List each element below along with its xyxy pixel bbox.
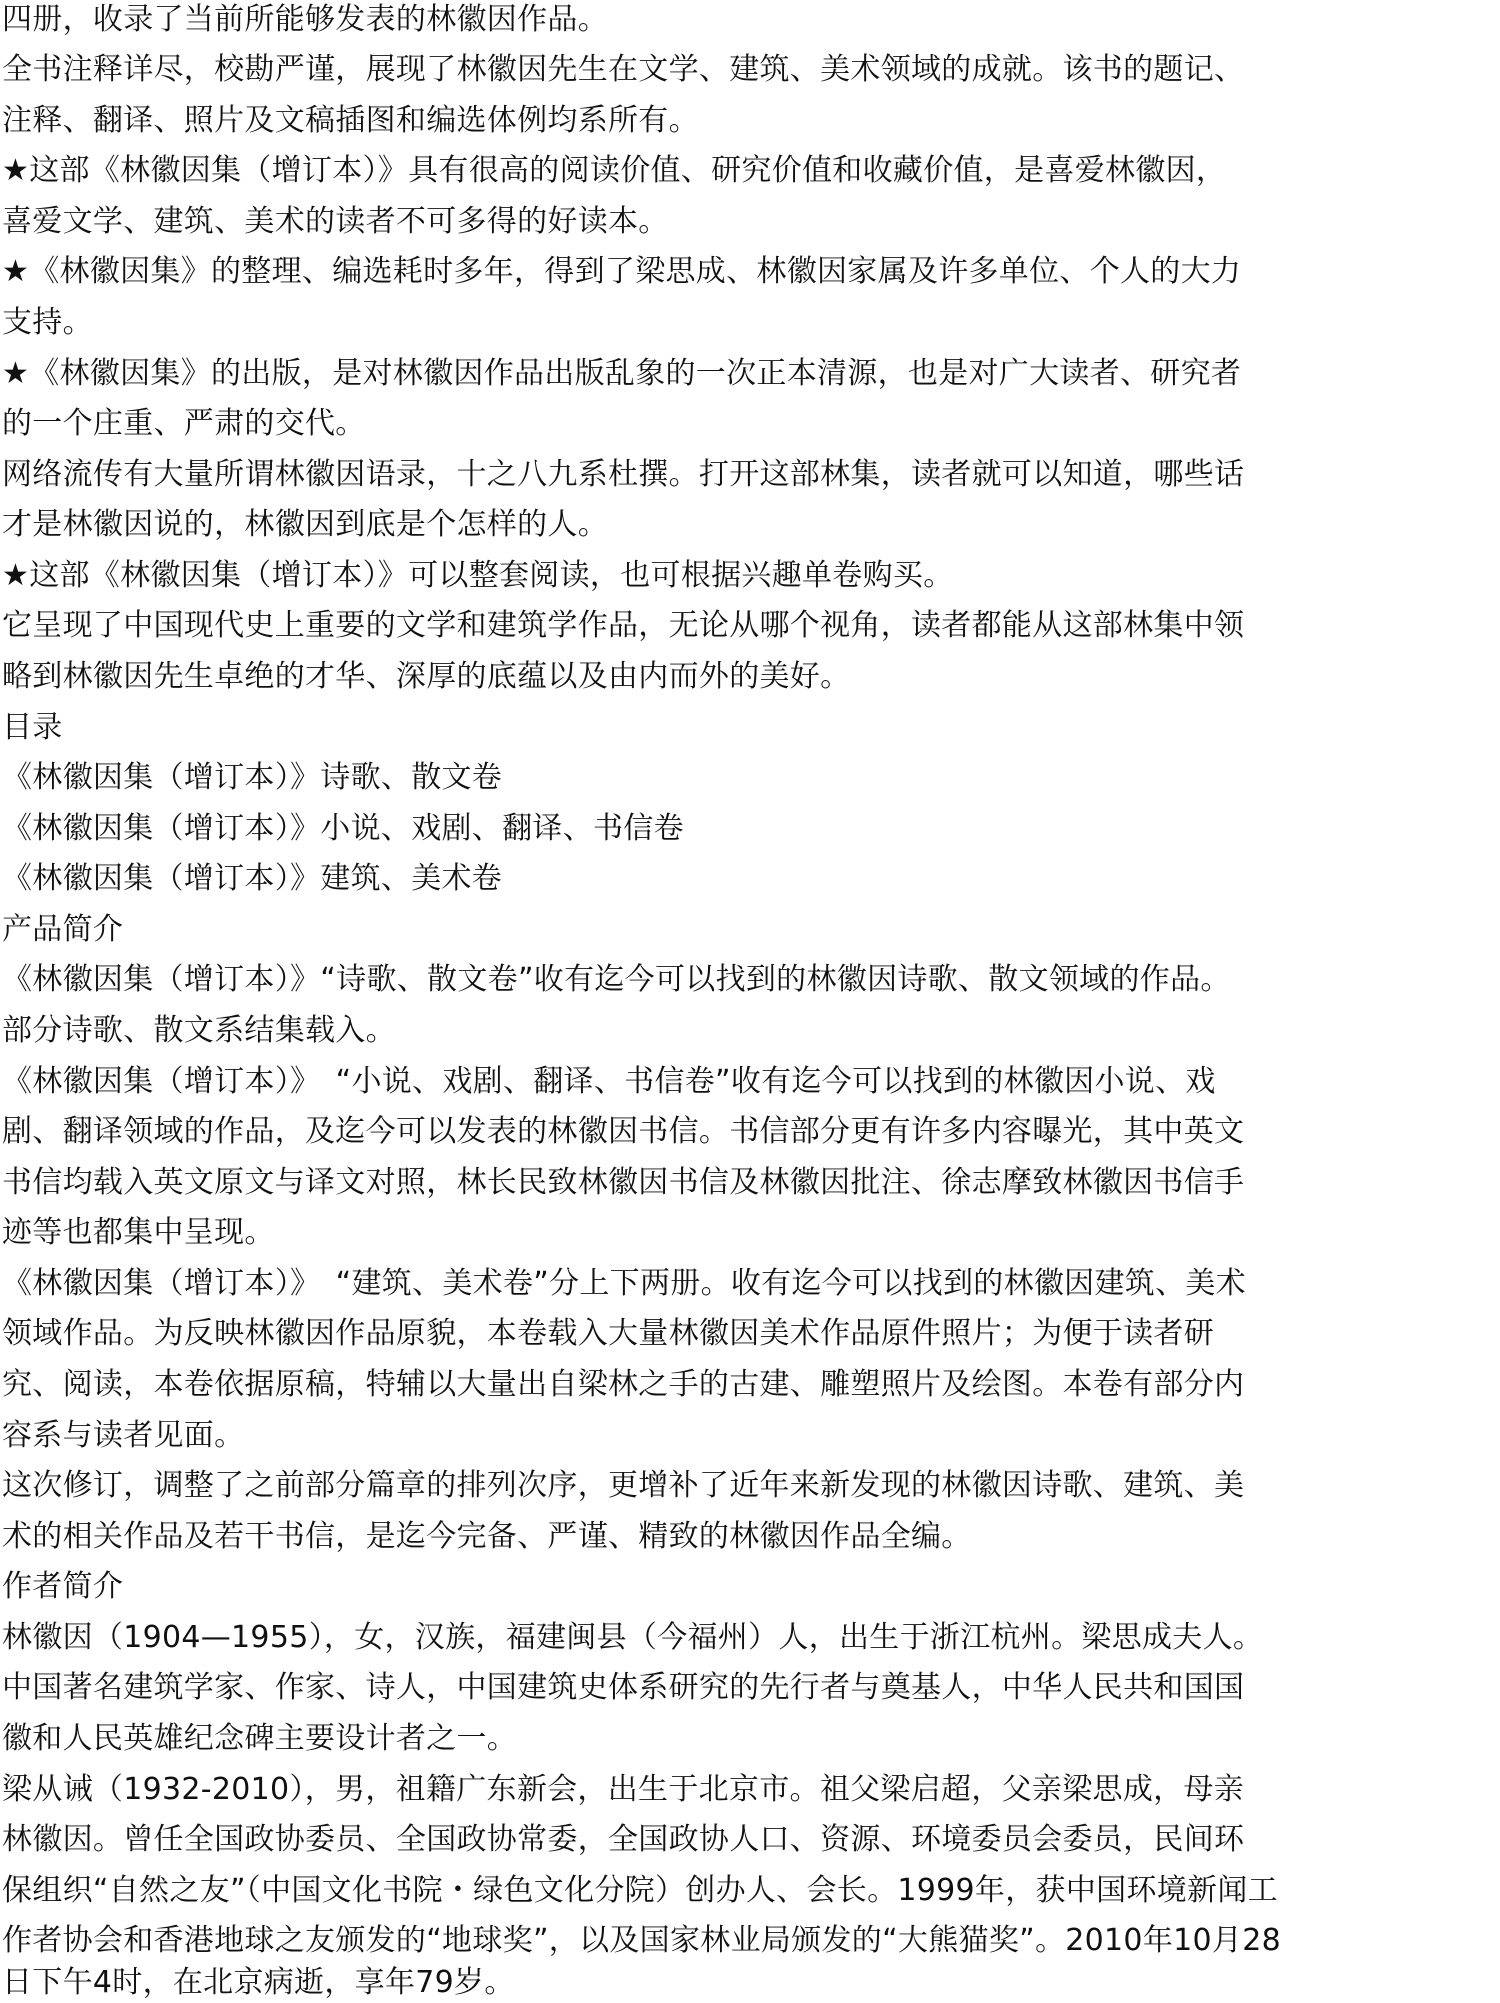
text-line: ★《林徽因集》的出版，是对林徽因作品出版乱象的一次正本清源，也是对广大读者、研究者 bbox=[2, 356, 1242, 391]
text-line: 领域作品。为反映林徽因作品原貌，本卷载入大量林徽因美术作品原件照片；为便于读者研 bbox=[2, 1316, 1214, 1351]
text-line: 四册，收录了当前所能够发表的林徽因作品。 bbox=[2, 2, 608, 37]
text-line: 才是林徽因说的，林徽因到底是个怎样的人。 bbox=[2, 507, 608, 542]
text-line: 《林徽因集（增订本）》小说、戏剧、翻译、书信卷 bbox=[2, 811, 684, 846]
text-line: 部分诗歌、散文系结集载入。 bbox=[2, 1013, 396, 1048]
text-line: 《林徽因集（增订本）》 “小说、戏剧、翻译、书信卷”收有迄今可以找到的林徽因小说、戏 bbox=[2, 1064, 1216, 1099]
text-line: 中国著名建筑学家、作家、诗人，中国建筑史体系研究的先行者与奠基人，中华人民共和国国 bbox=[2, 1670, 1245, 1705]
text-line: 《林徽因集（增订本）》诗歌、散文卷 bbox=[2, 760, 503, 795]
text-line: 作者协会和香港地球之友颁发的“地球奖”，以及国家林业局颁发的“大熊猫奖”。2010年10月28 bbox=[2, 1923, 1281, 1958]
section-heading: 目录 bbox=[2, 710, 63, 745]
text-line: 剧、翻译领域的作品，及迄今可以发表的林徽因书信。书信部分更有许多内容曝光，其中英文 bbox=[2, 1114, 1245, 1149]
text-line: 的一个庄重、严肃的交代。 bbox=[2, 406, 366, 441]
text-line: 容系与读者见面。 bbox=[2, 1418, 245, 1453]
text-line: 《林徽因集（增订本）》 “建筑、美术卷”分上下两册。收有迄今可以找到的林徽因建筑、美术 bbox=[2, 1266, 1246, 1301]
text-line: 这次修订，调整了之前部分篇章的排列次序，更增补了近年来新发现的林徽因诗歌、建筑、美 bbox=[2, 1468, 1245, 1503]
text-line: 保组织“自然之友”（中国文化书院・绿色文化分院）创办人、会长。1999年，获中国环境新闻工 bbox=[2, 1873, 1278, 1908]
text-line: 略到林徽因先生卓绝的才华、深厚的底蕴以及由内而外的美好。 bbox=[2, 659, 851, 694]
text-line: 究、阅读，本卷依据原稿，特辅以大量出自梁林之手的古建、雕塑照片及绘图。本卷有部分内 bbox=[2, 1367, 1245, 1402]
text-line: 术的相关作品及若干书信，是迄今完备、严谨、精致的林徽因作品全编。 bbox=[2, 1519, 972, 1554]
section-heading: 产品简介 bbox=[2, 912, 124, 947]
text-line: 《林徽因集（增订本）》“诗歌、散文卷”收有迄今可以找到的林徽因诗歌、散文领域的作品。 bbox=[2, 962, 1231, 997]
text-line: ★这部《林徽因集（增订本）》可以整套阅读，也可根据兴趣单卷购买。 bbox=[2, 558, 954, 593]
text-line: 梁从诫（1932-2010），男，祖籍广东新会，出生于北京市。祖父梁启超，父亲梁思成，母亲 bbox=[2, 1772, 1245, 1807]
text-line: 《林徽因集（增订本）》建筑、美术卷 bbox=[2, 861, 503, 896]
text-line: 书信均载入英文原文与译文对照，林长民致林徽因书信及林徽因批注、徐志摩致林徽因书信手 bbox=[2, 1165, 1245, 1200]
text-line: 全书注释详尽，校勘严谨，展现了林徽因先生在文学、建筑、美术领域的成就。该书的题记、 bbox=[2, 52, 1245, 87]
text-line: 网络流传有大量所谓林徽因语录，十之八九系杜撰。打开这部林集，读者就可以知道，哪些话 bbox=[2, 457, 1245, 492]
text-line: 徽和人民英雄纪念碑主要设计者之一。 bbox=[2, 1721, 518, 1756]
text-line: 林徽因（1904—1955），女，汉族，福建闽县（今福州）人，出生于浙江杭州。梁思成夫人。 bbox=[2, 1620, 1264, 1655]
text-line: 林徽因。曾任全国政协委员、全国政协常委，全国政协人口、资源、环境委员会委员，民间环 bbox=[2, 1822, 1245, 1857]
text-line: 它呈现了中国现代史上重要的文学和建筑学作品，无论从哪个视角，读者都能从这部林集中领 bbox=[2, 608, 1245, 643]
text-line: 注释、翻译、照片及文稿插图和编选体例均系所有。 bbox=[2, 103, 699, 138]
text-line: 迹等也都集中呈现。 bbox=[2, 1215, 275, 1250]
text-line: 日下午4时，在北京病逝，享年79岁。 bbox=[2, 1965, 515, 2000]
section-heading: 作者简介 bbox=[2, 1569, 124, 1604]
text-line: ★《林徽因集》的整理、编选耗时多年，得到了梁思成、林徽因家属及许多单位、个人的大力 bbox=[2, 254, 1242, 289]
text-line: 支持。 bbox=[2, 305, 93, 340]
text-line: 喜爱文学、建筑、美术的读者不可多得的好读本。 bbox=[2, 204, 669, 239]
text-line: ★这部《林徽因集（增订本）》具有很高的阅读价值、研究价值和收藏价值，是喜爱林徽因， bbox=[2, 153, 1227, 188]
